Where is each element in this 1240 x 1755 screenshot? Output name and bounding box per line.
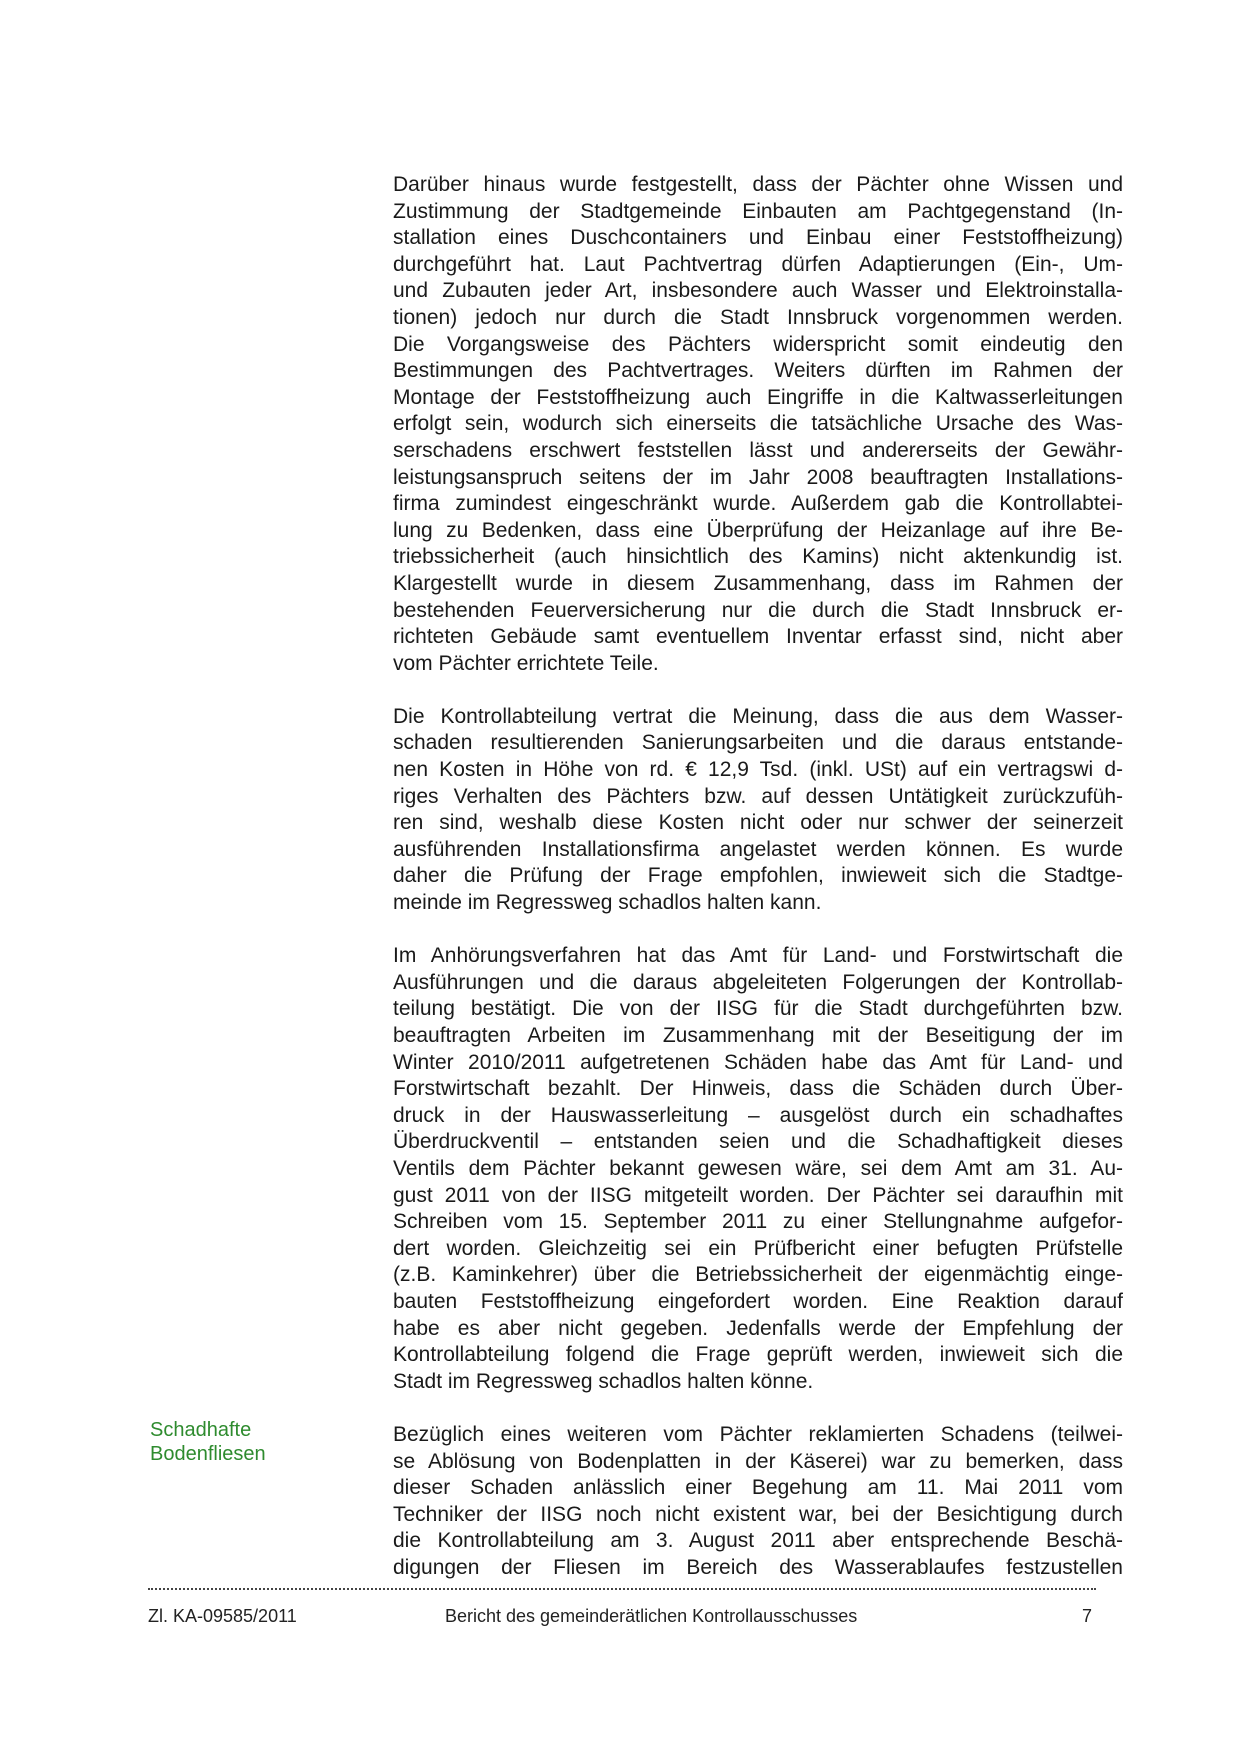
footer-reference: Zl. KA-09585/2011 bbox=[148, 1606, 297, 1626]
text-line: Ventils dem Pächter bekannt gewesen wäre, sei dem Amt am 31. Au- bbox=[393, 1156, 1123, 1180]
paragraph-3 bbox=[393, 943, 1123, 1395]
text-line: serschadens erschwert feststellen lässt und andererseits der Gewähr- bbox=[393, 438, 1123, 462]
text-line: Bestimmungen des Pachtvertrages. Weiters dürften im Rahmen der bbox=[393, 359, 1123, 383]
text-line: die Kontrollabteilung am 3. August 2011 aber entsprechende Beschä- bbox=[393, 1529, 1123, 1553]
text-line: Die Kontrollabteilung vertrat die Meinung, dass die aus dem Wasser- bbox=[393, 704, 1123, 728]
margin-note bbox=[150, 1418, 350, 1466]
text-line: Zustimmung der Stadtgemeinde Einbauten am Pachtgegenstand (In- bbox=[393, 199, 1123, 223]
text-line: nen Kosten in Höhe von rd. € 12,9 Tsd. (inkl. USt) auf ein vertragswi d- bbox=[393, 758, 1123, 782]
text-line: durchgeführt hat. Laut Pachtvertrag dürfen Adaptierungen (Ein-, Um- bbox=[393, 252, 1123, 276]
text-line: richteten Gebäude samt eventuellem Inventar erfasst sind, nicht aber bbox=[393, 625, 1123, 649]
text-line: ausführenden Installationsfirma angelastet werden können. Es wurde bbox=[393, 837, 1123, 861]
text-line: druck in der Hauswasserleitung – ausgelöst durch ein schadhaftes bbox=[393, 1103, 1123, 1127]
text-line: ren sind, weshalb diese Kosten nicht oder nur schwer der seinerzeit bbox=[393, 811, 1123, 835]
text-line: Überdruckventil – entstanden seien und die Schadhaftigkeit dieses bbox=[393, 1130, 1123, 1154]
text-line: erfolgt sein, wodurch sich einerseits die tatsächliche Ursache des Was- bbox=[393, 412, 1123, 436]
text-line: Stadt im Regressweg schadlos halten könne. bbox=[393, 1369, 814, 1393]
text-line: schaden resultierenden Sanierungsarbeiten und die daraus entstande- bbox=[393, 731, 1123, 755]
text-line: riges Verhalten des Pächters bzw. auf dessen Untätigkeit zurückzufüh- bbox=[393, 784, 1123, 808]
text-line: bestehenden Feuerversicherung nur die durch die Stadt Innsbruck er- bbox=[393, 598, 1123, 622]
text-line: se Ablösung von Bodenplatten in der Käserei) war zu bemerken, dass bbox=[393, 1449, 1123, 1473]
text-line: Klargestellt wurde in diesem Zusammenhang, dass im Rahmen der bbox=[393, 571, 1123, 595]
text-line: vom Pächter errichtete Teile. bbox=[393, 651, 659, 675]
text-line: digungen der Fliesen im Bereich des Wasserablaufes festzustellen bbox=[393, 1555, 1123, 1579]
page-number: 7 bbox=[1082, 1606, 1093, 1626]
text-line: Montage der Feststoffheizung auch Eingriffe in die Kaltwasserleitungen bbox=[393, 385, 1123, 409]
text-line: gust 2011 von der IISG mitgeteilt worden. Der Pächter sei daraufhin mit bbox=[393, 1183, 1123, 1207]
margin-note-line: Schadhafte bbox=[150, 1419, 252, 1441]
footer-title: Bericht des gemeinderätlichen Kontrollausschusses bbox=[445, 1606, 858, 1626]
text-line: beauftragten Arbeiten im Zusammenhang mit der Beseitigung der im bbox=[393, 1024, 1123, 1047]
body-text bbox=[393, 172, 1123, 1581]
text-line: meinde im Regressweg schadlos halten kann. bbox=[393, 891, 822, 915]
text-line: dert worden. Gleichzeitig sei ein Prüfbericht einer befugten Prüfstelle bbox=[393, 1236, 1123, 1260]
text-line: bauten Feststoffheizung eingefordert worden. Eine Reaktion darauf bbox=[393, 1289, 1123, 1313]
paragraph-2 bbox=[393, 704, 1123, 917]
text-line: Bezüglich eines weiteren vom Pächter reklamierten Schadens (teilwei- bbox=[393, 1422, 1123, 1446]
text-line: Kontrollabteilung folgend die Frage geprüft werden, inwieweit sich die bbox=[393, 1343, 1123, 1367]
text-line: Die Vorgangsweise des Pächters widerspricht somit eindeutig den bbox=[393, 332, 1123, 356]
text-line: Winter 2010/2011 aufgetretenen Schäden habe das Amt für Land- und bbox=[393, 1050, 1123, 1074]
text-line: Ausführungen und die daraus abgeleiteten Folgerungen der Kontrollab- bbox=[393, 970, 1123, 994]
footer-divider bbox=[148, 1582, 1096, 1590]
text-line: leistungsanspruch seitens der im Jahr 2008 beauftragten Installations- bbox=[393, 465, 1123, 489]
text-line: lung zu Bedenken, dass eine Überprüfung der Heizanlage auf ihre Be- bbox=[393, 518, 1123, 542]
text-line: stallation eines Duschcontainers und Einbau einer Feststoffheizung) bbox=[393, 226, 1123, 250]
margin-note-line: Bodenfliesen bbox=[150, 1443, 266, 1465]
text-line: habe es aber nicht gegeben. Jedenfalls werde der Empfehlung der bbox=[393, 1316, 1123, 1340]
text-line: (z.B. Kaminkehrer) über die Betriebssicherheit der eigenmächtig einge- bbox=[393, 1263, 1123, 1287]
text-line: daher die Prüfung der Frage empfohlen, inwieweit sich die Stadtge- bbox=[393, 864, 1123, 888]
paragraph-4 bbox=[393, 1422, 1123, 1582]
text-line: triebssicherheit (auch hinsichtlich des Kamins) nicht aktenkundig ist. bbox=[393, 545, 1123, 569]
text-line: tionen) jedoch nur durch die Stadt Innsbruck vorgenommen werden. bbox=[393, 305, 1123, 329]
text-line: Darüber hinaus wurde festgestellt, dass der Pächter ohne Wissen und bbox=[393, 173, 1123, 196]
text-line: teilung bestätigt. Die von der IISG für die Stadt durchgeführten bzw. bbox=[393, 997, 1123, 1021]
text-line: Forstwirtschaft bezahlt. Der Hinweis, dass die Schäden durch Über- bbox=[393, 1077, 1123, 1101]
text-line: Techniker der IISG noch nicht existent war, bei der Besichtigung durch bbox=[393, 1502, 1123, 1526]
text-line: Schreiben vom 15. September 2011 zu einer Stellungnahme aufgefor- bbox=[393, 1210, 1123, 1234]
text-line: dieser Schaden anlässlich einer Begehung am 11. Mai 2011 vom bbox=[393, 1476, 1123, 1500]
text-line: und Zubauten jeder Art, insbesondere auch Wasser und Elektroinstalla- bbox=[393, 279, 1123, 303]
text-line: firma zumindest eingeschränkt wurde. Außerdem gab die Kontrollabtei- bbox=[393, 492, 1123, 516]
text-line: Im Anhörungsverfahren hat das Amt für Land- und Forstwirtschaft die bbox=[393, 944, 1123, 968]
paragraph-1 bbox=[393, 172, 1123, 677]
